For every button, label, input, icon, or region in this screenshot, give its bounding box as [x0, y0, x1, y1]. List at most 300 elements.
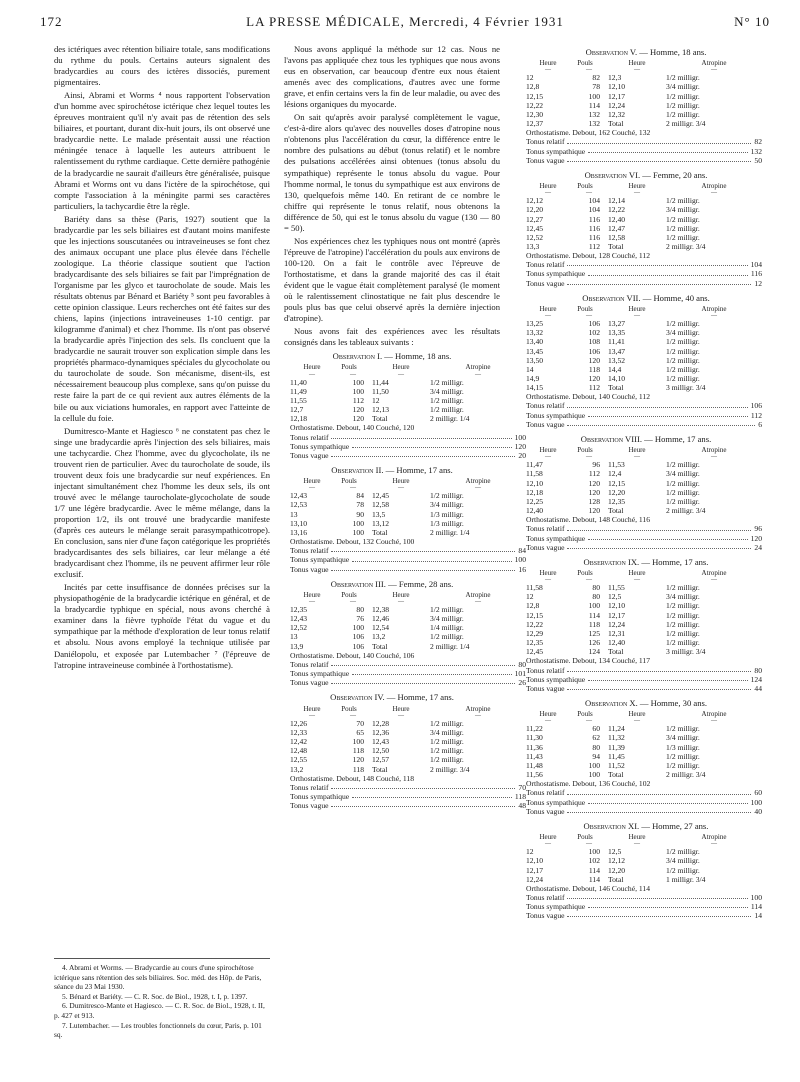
column-header: Atropine: [701, 833, 727, 842]
observation-label: Observation VII.: [582, 292, 641, 303]
table-row: [526, 497, 762, 506]
cell-pulse: 112: [588, 469, 600, 479]
cell-time: 12,28: [372, 718, 390, 728]
table-row: [526, 506, 762, 515]
cell-atropine: 3/4 milligr.: [430, 386, 464, 396]
cell-time: 13,27: [608, 319, 626, 329]
cell-pulse: 120: [588, 355, 600, 365]
tonus-relatif-value: 60: [754, 788, 762, 798]
cell-pulse: 106: [352, 632, 364, 642]
tonus-sympathique-row: [526, 902, 762, 911]
cell-time: 11,49: [290, 386, 307, 396]
cell-time: 12,30: [526, 109, 544, 119]
tonus-vague-label: Tonus vague: [526, 806, 565, 816]
dash: —: [634, 841, 640, 848]
column-header: Heure: [392, 477, 410, 486]
tonus-vague-row: [290, 451, 526, 460]
couche-label: Couché,: [611, 392, 637, 402]
dash: —: [586, 67, 592, 74]
cell-atropine: 1/2 milligr.: [666, 196, 700, 206]
orthostatism-row: [526, 515, 762, 524]
table-header: [526, 182, 762, 191]
table-row: [526, 374, 762, 383]
tonus-vague-row: [526, 420, 762, 429]
table-row: [290, 491, 526, 500]
cell-atropine: 2 milligr. 1/4: [430, 527, 470, 537]
tonus-sympathique-label: Tonus sympathique: [290, 791, 350, 801]
observation-title: [284, 580, 500, 589]
table-row: [526, 337, 762, 346]
tonus-vague-row: [290, 678, 526, 687]
table-row: [526, 752, 762, 761]
cell-time: 12,45: [526, 647, 544, 657]
tonus-relatif-label: Tonus relatif: [526, 788, 565, 798]
dash: —: [309, 371, 315, 378]
tonus-relatif-row: [526, 260, 762, 269]
cell-atropine: 1/3 milligr.: [430, 509, 464, 519]
cell-atropine: 1/2 milligr.: [666, 847, 700, 857]
cell-atropine: 1/2 milligr.: [666, 337, 700, 347]
cell-pulse: 70: [356, 718, 364, 728]
cell-time: 12,52: [526, 232, 544, 242]
table-row: [526, 638, 762, 647]
cell-time: 11,45: [608, 751, 625, 761]
observation-subject: — Homme, 17 ans.: [384, 692, 454, 703]
observation-title: [520, 48, 772, 57]
cell-time: Total: [608, 241, 624, 251]
cell-time: Total: [608, 506, 624, 516]
column-header: Atropine: [701, 182, 727, 191]
table-row: [526, 205, 762, 214]
table-row: [290, 605, 526, 614]
cell-time: 12,5: [608, 592, 622, 602]
tonus-vague-row: [290, 565, 526, 574]
orthostatism-label: Orthostatisme.: [290, 773, 335, 783]
cell-atropine: 1/3 milligr.: [666, 742, 700, 752]
cell-atropine: 3 milligr. 3/4: [666, 383, 706, 393]
paragraph: On sait qu'après avoir paralysé complètement le vague, c'est-à-dire alors qu'avec des nouvelles doses d'atropine nous n'obtenons plus l'accélération du cœur, la différence entre le nombre des pulsations au début (tonus relatif) et le nombre des pulsations accélérées ainsi obtenues (tonus absolu du sympathique) représente le tonus absolu du vague. Pour l'homme normal, le tonus du sympathique est aux environs de 130, quelquefois même 140. En retirant de ce nombre le chiffre qui représente le tonus relatif, nous obtenons la différence de 50, qui est le tonus absolu du vague (130 — 80 = 50).: [284, 112, 500, 233]
paragraph: Incités par cette insuffisance de données précises sur la physiopathogénie de la bradycardie ictérique en général, et de la bradycardie typhique en spécial, nous avons cherché à examiner dans la fièvre typhoïde l'état du vague et du sympathique par la méthode d'exploration de leur tonus relatif et absolu. Nous avons employé la technique utilisée par Daniélopolu, et exposée par Lutembacher ⁷ (l'épreuve de l'atropine intraveineuse combinée à l'orthostatisme).: [54, 582, 270, 670]
observation-subject: — Homme, 17 ans.: [383, 464, 453, 475]
couche-label: Couché,: [375, 650, 401, 660]
dash: —: [475, 485, 481, 492]
leader-dots: [567, 684, 751, 690]
dash: —: [634, 190, 640, 197]
cell-time: 12,55: [290, 755, 308, 765]
cell-time: 13,16: [290, 527, 308, 537]
cell-time: 11,43: [526, 751, 543, 761]
tonus-sympathique-label: Tonus sympathique: [526, 533, 586, 543]
tonus-vague-label: Tonus vague: [526, 419, 565, 429]
page-number: 172: [40, 14, 63, 29]
leader-dots: [588, 675, 747, 681]
column-header: Heure: [628, 446, 646, 455]
column-header: Heure: [303, 363, 321, 372]
cell-atropine: 1/2 milligr.: [666, 865, 700, 875]
cell-time: 12,7: [290, 405, 304, 415]
column-header: Heure: [392, 704, 410, 713]
cell-pulse: 100: [588, 760, 600, 770]
tonus-relatif-row: [526, 788, 762, 797]
cell-time: 12,3: [608, 73, 622, 83]
observation-block: [520, 171, 772, 288]
cell-time: Total: [608, 383, 624, 393]
tonus-sympathique-row: [526, 534, 762, 543]
table-row: [526, 92, 762, 101]
cell-pulse: 80: [592, 583, 600, 593]
dash: —: [586, 718, 592, 725]
cell-time: 13,3: [526, 241, 540, 251]
cell-pulse: 120: [588, 374, 600, 383]
table-row: [526, 224, 762, 233]
tonus-vague-row: [290, 801, 526, 810]
column-header: Heure: [628, 568, 646, 577]
dash: —: [586, 841, 592, 848]
table-row: [526, 73, 762, 82]
tonus-sympathique-row: [526, 147, 762, 156]
cell-pulse: 90: [356, 509, 364, 519]
cell-time: 12,25: [526, 496, 544, 506]
observation-block: [284, 578, 526, 688]
cell-time: 11,30: [526, 733, 543, 743]
orthostatism-row: [290, 774, 526, 783]
cell-atropine: 1/2 milligr.: [666, 628, 700, 638]
table-row: [290, 623, 526, 632]
column-1: [54, 44, 270, 673]
table-row: [290, 765, 526, 774]
debout-label: Debout,: [572, 779, 597, 789]
observation-block: [520, 294, 772, 429]
leader-dots: [352, 669, 511, 675]
cell-time: 11,36: [526, 742, 543, 752]
table-row: [526, 460, 762, 469]
cell-time: 12,5: [608, 847, 622, 857]
tonus-relatif-value: 96: [754, 524, 762, 534]
table-row: [526, 647, 762, 656]
cell-pulse: 104: [588, 196, 600, 206]
cell-atropine: 1/2 milligr.: [666, 583, 700, 593]
tonus-relatif-label: Tonus relatif: [526, 665, 565, 675]
cell-pulse: 120: [352, 405, 364, 415]
cell-atropine: 1/2 milligr.: [666, 223, 700, 233]
dash: —: [309, 712, 315, 719]
table-header: [526, 305, 762, 314]
couche-label: Couché,: [611, 251, 637, 261]
debout-label: Debout,: [572, 656, 597, 666]
cell-time: Total: [608, 647, 624, 657]
cell-atropine: 2 milligr. 3/4: [430, 764, 470, 774]
cell-time: 11,39: [608, 742, 625, 752]
dash: —: [545, 718, 551, 725]
column-header: Pouls: [577, 710, 593, 719]
debout-label: Debout,: [572, 515, 597, 525]
couche-value: 112: [638, 392, 651, 402]
tonus-relatif-row: [526, 893, 762, 902]
debout-value: 162: [598, 128, 610, 138]
observation-title: [520, 435, 772, 444]
cell-pulse: 100: [352, 737, 364, 747]
cell-pulse: 100: [352, 518, 364, 528]
table-header: [290, 363, 526, 372]
couche-value: 117: [638, 656, 651, 666]
leader-dots: [588, 411, 748, 417]
debout-value: 148: [598, 515, 610, 525]
observation-title: [284, 693, 500, 702]
debout-label: Debout,: [572, 883, 597, 893]
orthostatism-values: [526, 779, 650, 788]
debout-value: 132: [362, 537, 374, 547]
cell-time: Total: [372, 527, 388, 537]
leader-dots: [352, 442, 511, 448]
cell-pulse: 82: [592, 73, 600, 83]
column-header: Pouls: [577, 59, 593, 68]
cell-time: 14,4: [608, 364, 622, 374]
observation-title: [520, 699, 772, 708]
paragraph: des ictériques avec rétention biliaire totale, sans modifications du rythme du pouls. Certains auteurs signalent des bradycardies au cours des ictères dissociés, purement pigmentaires.: [54, 44, 270, 88]
cell-time: 12,58: [608, 232, 626, 242]
cell-atropine: 1/2 milligr.: [666, 601, 700, 611]
column-header: Atropine: [701, 446, 727, 455]
cell-pulse: 116: [588, 223, 600, 233]
column-header: Pouls: [341, 363, 357, 372]
cell-time: 12,32: [608, 109, 626, 119]
cell-atropine: 1 milligr. 3/4: [666, 874, 706, 884]
column-header: Atropine: [465, 704, 491, 713]
leader-dots: [567, 911, 751, 917]
debout-label: Debout,: [572, 128, 597, 138]
tonus-relatif-label: Tonus relatif: [526, 401, 565, 411]
table-row: [290, 519, 526, 528]
dash: —: [350, 599, 356, 606]
cell-atropine: 1/2 milligr.: [666, 73, 700, 83]
footnote: 7. Lutembacher. — Les troubles fonctionnels du cœur, Paris, p. 101 sq.: [54, 1020, 262, 1040]
couche-label: Couché,: [611, 779, 637, 789]
observation-subject: — Femme, 20 ans.: [640, 169, 708, 180]
table-row: [526, 347, 762, 356]
tonus-relatif-value: 80: [754, 665, 762, 675]
table-row: [290, 728, 526, 737]
observation-block: [284, 464, 526, 574]
column-header: Atropine: [465, 363, 491, 372]
tonus-sympathique-value: 120: [750, 533, 762, 543]
column-header: Heure: [392, 590, 410, 599]
observation-subject: — Homme, 17 ans.: [642, 433, 712, 444]
cell-time: 12,31: [608, 628, 626, 638]
observation-table: [526, 305, 762, 392]
couche-value: 102: [638, 779, 651, 789]
leader-dots: [331, 433, 511, 439]
cell-time: 12,4: [608, 469, 622, 479]
tonus-sympathique-label: Tonus sympathique: [526, 146, 586, 156]
orthostatism-values: [526, 656, 650, 665]
cell-time: Total: [608, 119, 624, 129]
column-header: Pouls: [577, 304, 593, 313]
leader-dots: [567, 401, 747, 407]
cell-time: 12,8: [526, 82, 540, 92]
footnote: 5. Bénard et Bariéty. — C. R. Soc. de Biol., 1928, t. I, p. 1397.: [62, 991, 248, 1001]
orthostatism-values: [526, 884, 650, 893]
cell-time: 11,44: [372, 377, 389, 387]
table-row: [526, 233, 762, 242]
column-header: Heure: [539, 182, 557, 191]
dash: —: [309, 599, 315, 606]
cell-pulse: 62: [592, 733, 600, 743]
tonus-relatif-label: Tonus relatif: [526, 524, 565, 534]
cell-pulse: 112: [588, 241, 600, 251]
column-header: Heure: [628, 182, 646, 191]
tonus-sympathique-label: Tonus sympathique: [290, 669, 350, 679]
cell-pulse: 114: [588, 100, 600, 110]
cell-time: 12,22: [526, 619, 544, 629]
cell-pulse: 106: [588, 346, 600, 356]
orthostatism-values: [290, 537, 414, 546]
cell-time: 12,10: [526, 478, 544, 488]
dash: —: [634, 577, 640, 584]
tonus-vague-row: [526, 684, 762, 693]
leader-dots: [567, 543, 751, 549]
table-row: [526, 119, 762, 128]
couche-value: 114: [638, 883, 651, 893]
cell-time: 12,42: [290, 737, 308, 747]
observations-col2: [284, 351, 526, 811]
cell-atropine: 1/4 milligr.: [430, 623, 464, 633]
cell-time: 12: [526, 73, 534, 83]
table-row: [526, 592, 762, 601]
cell-time: 12,18: [526, 487, 544, 497]
tonus-relatif-row: [290, 783, 526, 792]
dash: —: [398, 371, 404, 378]
table-row: [290, 746, 526, 755]
column-2: [284, 44, 526, 816]
table-row: [290, 378, 526, 387]
couche-label: Couché,: [611, 656, 637, 666]
table-header: [290, 705, 526, 714]
cell-atropine: 1/2 milligr.: [666, 364, 700, 374]
dash: —: [545, 190, 551, 197]
debout-value: 134: [598, 656, 610, 666]
table-row: [526, 110, 762, 119]
cell-atropine: 1/2 milligr.: [666, 460, 700, 470]
cell-time: 11,47: [526, 460, 543, 470]
cell-pulse: 100: [352, 623, 364, 633]
tonus-vague-value: 44: [754, 683, 762, 693]
tonus-sympathique-value: 100: [750, 797, 762, 807]
cell-atropine: 1/2 milligr.: [430, 605, 464, 615]
observation-label: Observation XI.: [583, 820, 640, 831]
tonus-relatif-label: Tonus relatif: [290, 782, 329, 792]
cell-pulse: 100: [352, 377, 364, 387]
leader-dots: [588, 534, 747, 540]
cell-time: 11,58: [526, 469, 543, 479]
cell-atropine: 3/4 milligr.: [666, 592, 700, 602]
cell-atropine: 1/2 milligr.: [430, 377, 464, 387]
cell-atropine: 1/2 milligr.: [666, 100, 700, 110]
tonus-sympathique-label: Tonus sympathique: [526, 674, 586, 684]
cell-atropine: 1/2 milligr.: [666, 319, 700, 329]
couche-label: Couché,: [611, 883, 637, 893]
tonus-vague-value: 14: [754, 911, 762, 921]
cell-pulse: 118: [588, 619, 600, 629]
column-header: Pouls: [577, 568, 593, 577]
observation-subject: — Homme, 18 ans.: [637, 47, 707, 57]
cell-time: 12,10: [608, 82, 626, 92]
cell-time: 12,45: [526, 223, 544, 233]
column-header: Atropine: [701, 568, 727, 577]
dash: —: [586, 577, 592, 584]
leader-dots: [567, 260, 747, 266]
cell-time: 13,5: [372, 509, 386, 519]
table-row: [526, 101, 762, 110]
column-header: Pouls: [577, 182, 593, 191]
orthostatism-row: [526, 128, 762, 137]
dash: —: [586, 454, 592, 461]
table-row: [526, 620, 762, 629]
observation-table: [526, 59, 762, 128]
cell-atropine: 1/2 milligr.: [666, 638, 700, 648]
dash: —: [398, 485, 404, 492]
cell-pulse: 100: [588, 601, 600, 611]
tonus-relatif-row: [526, 137, 762, 146]
orthostatism-label: Orthostatisme.: [526, 883, 571, 893]
cell-time: 12,24: [608, 619, 626, 629]
debout-label: Debout,: [336, 650, 361, 660]
cell-atropine: 2 milligr. 1/4: [430, 641, 470, 651]
couche-value: 112: [638, 251, 651, 261]
tonus-sympathique-row: [526, 269, 762, 278]
table-row: [526, 770, 762, 779]
cell-pulse: 128: [588, 496, 600, 506]
tonus-relatif-row: [526, 524, 762, 533]
column-header: Heure: [539, 833, 557, 842]
cell-time: 12: [526, 847, 534, 857]
column-3: [520, 44, 772, 926]
paragraph: Ainsi, Abrami et Worms ⁴ nous rapportent l'observation d'un homme avec spirochétose ictérique chez lequel toutes les épreuves montraient qu'il n'y avait pas de rétention des sels biliaires, et pourtant, durant dix-huit jours, ils ont observé une bradycardie nette. Le malade présentait aussi une réaction méningée tenace à laquelle les auteurs attribuent le ralentissement du rythme cardiaque. Cette dernière pathogénie de la bradycardie ne saurait d'ailleurs être généralisée, puisque Abrami et Worms ont vu dans l'ictère de la spirochétose, qui compte l'association à la méningite parmi ses caractères particuliers, la tachycardie être la règle.: [54, 90, 270, 211]
cell-pulse: 100: [588, 91, 600, 101]
cell-time: 11,41: [608, 337, 625, 347]
cell-atropine: 1/2 milligr.: [430, 491, 464, 501]
couche-label: Couché,: [375, 537, 401, 547]
dash: —: [711, 190, 717, 197]
observation-table: [290, 477, 526, 537]
column-header: Pouls: [341, 704, 357, 713]
cell-time: 11,56: [526, 770, 543, 780]
tonus-relatif-label: Tonus relatif: [290, 659, 329, 669]
cell-pulse: 80: [356, 605, 364, 615]
orthostatism-label: Orthostatisme.: [526, 779, 571, 789]
cell-atropine: 1/2 milligr.: [666, 619, 700, 629]
cell-atropine: 3/4 milligr.: [666, 205, 700, 215]
table-row: [526, 847, 762, 856]
observation-block: [284, 351, 526, 460]
table-row: [290, 737, 526, 746]
table-row: [526, 611, 762, 620]
dash: —: [475, 371, 481, 378]
cell-pulse: 106: [352, 641, 364, 651]
cell-atropine: 1/2 milligr.: [666, 487, 700, 497]
cell-pulse: 126: [588, 638, 600, 648]
cell-pulse: 100: [588, 770, 600, 780]
orthostatism-label: Orthostatisme.: [290, 650, 335, 660]
tonus-relatif-value: 104: [750, 260, 762, 270]
tonus-vague-label: Tonus vague: [526, 155, 565, 165]
paragraph: Nous avons appliqué la méthode sur 12 cas. Nous ne l'avons pas appliquée chez tous les typhiques que nous avons eus en observation, car beaucoup d'entre eux nous étaient amenés avec des complications, d'autres avec une forme grave, et enfin certains vers la fin de leur maladie, ou avec des lésions organiques du myocarde.: [284, 44, 500, 110]
table-header: [526, 710, 762, 719]
cell-time: Total: [372, 764, 388, 774]
orthostatism-row: [526, 656, 762, 665]
cell-time: 12,17: [608, 91, 626, 101]
cell-atropine: 1/2 milligr.: [430, 405, 464, 415]
observation-title: [520, 294, 772, 303]
